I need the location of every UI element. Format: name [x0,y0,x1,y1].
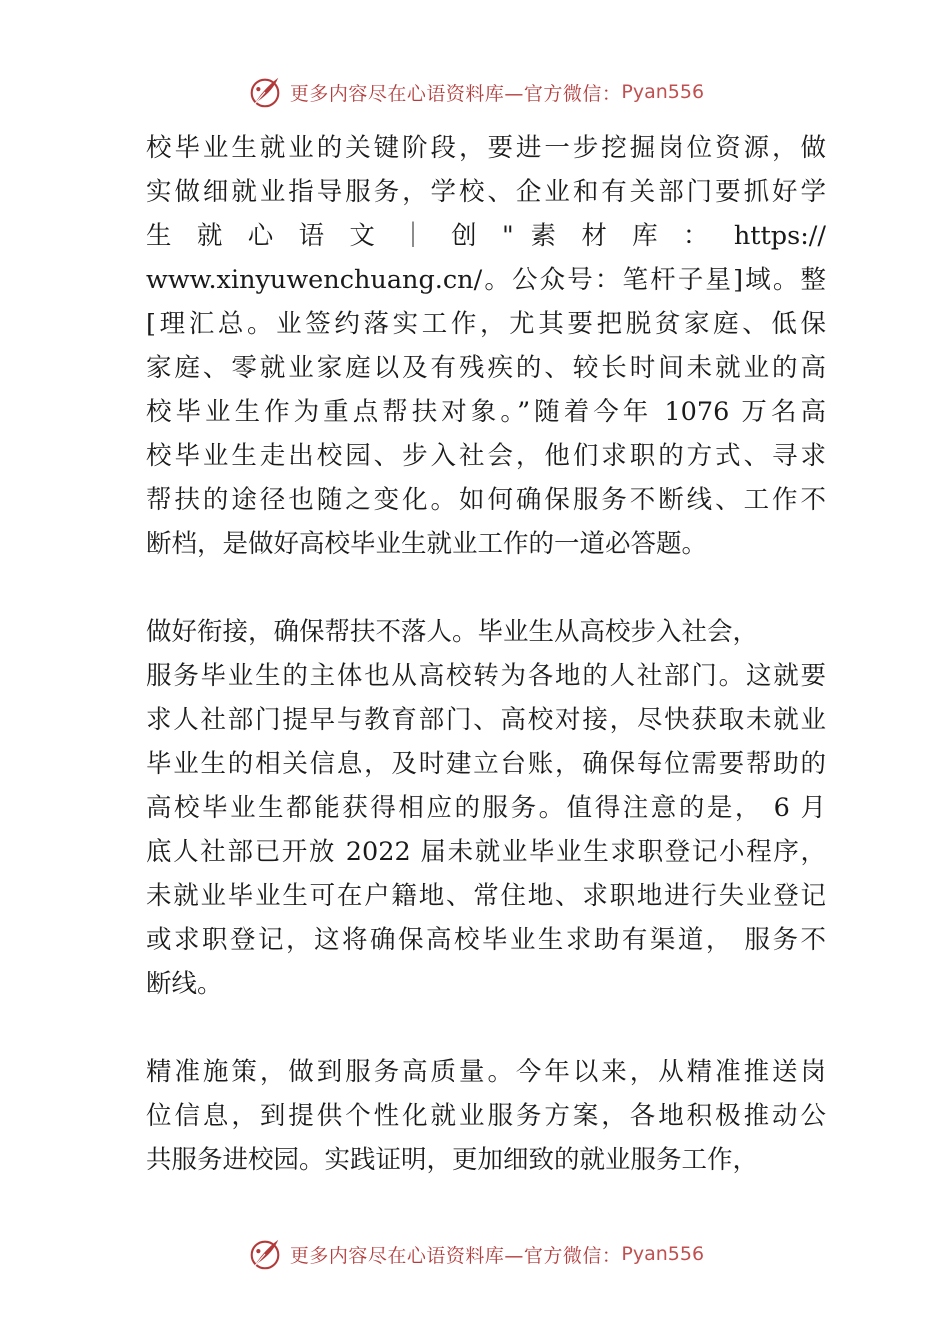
text-line: 家庭、零就业家庭以及有残疾的、较长时间未就业的高 [146,353,826,383]
text-line: [理汇总。业签约落实工作，尤其要把脱贫家庭、低保 [146,309,826,339]
text-line: 实做细就业指导服务，学校、企业和有关部门要抓好学 [146,177,826,207]
paragraph-gap [146,1006,826,1050]
text-line: 或求职登记，这将确保高校毕业生求助有渠道， 服务不 [146,925,826,955]
paragraph-2 [146,610,826,1006]
header-banner [0,70,950,114]
quill-logo-icon [246,73,284,111]
text-line: 毕业生的相关信息，及时建立台账，确保每位需要帮助的 [146,749,826,779]
text-line: 位信息，到提供个性化就业服务方案，各地积极推动公 [146,1101,826,1131]
text-line: 生 就 心 语 文 ｜ 创 " 素 材 库 ： https:// [146,221,826,251]
text-line: 校毕业生就业的关键阶段，要进一步挖掘岗位资源，做 [146,133,826,163]
text-line: 未就业毕业生可在户籍地、常住地、求职地进行失业登记 [146,881,826,911]
article-body [146,126,826,1182]
banner-wechat-id: Pyan556 [621,1243,705,1265]
text-line: 校毕业生走出校园、步入社会，他们求职的方式、寻求 [146,441,826,471]
text-line: 帮扶的途径也随之变化。如何确保服务不断线、工作不 [146,485,826,515]
banner-wechat-id: Pyan556 [621,81,705,103]
text-line: 共服务进校园。实践证明，更加细致的就业服务工作， [146,1145,759,1175]
paragraph-3 [146,1050,826,1182]
text-line: 服务毕业生的主体也从高校转为各地的人社部门。这就要 [146,661,826,691]
text-line: 断线。 [146,969,223,999]
banner-text: 更多内容尽在心语资料库—官方微信： [289,1244,622,1267]
text-line: 校毕业生作为重点帮扶对象。”随着今年 1076 万名高 [146,397,826,427]
banner-text: 更多内容尽在心语资料库—官方微信： [289,82,622,105]
text-line: www.xinyuwenchuang.cn/。公众号：笔杆子星]域。整 [146,265,826,295]
text-line: 底人社部已开放 2022 届未就业毕业生求职登记小程序， [146,837,826,867]
paragraph-1 [146,126,826,566]
footer-banner [0,1232,950,1276]
paragraph-gap [146,566,826,610]
text-line: 做好衔接，确保帮扶不落人。毕业生从高校步入社会， [146,617,759,647]
quill-logo-icon [246,1235,284,1273]
text-line: 求人社部门提早与教育部门、高校对接，尽快获取未就业 [146,705,826,735]
text-line: 精准施策，做到服务高质量。今年以来，从精准推送岗 [146,1057,826,1087]
text-line: 断档，是做好高校毕业生就业工作的一道必答题。 [146,529,708,559]
text-line: 高校毕业生都能获得相应的服务。值得注意的是， 6 月 [146,793,826,823]
